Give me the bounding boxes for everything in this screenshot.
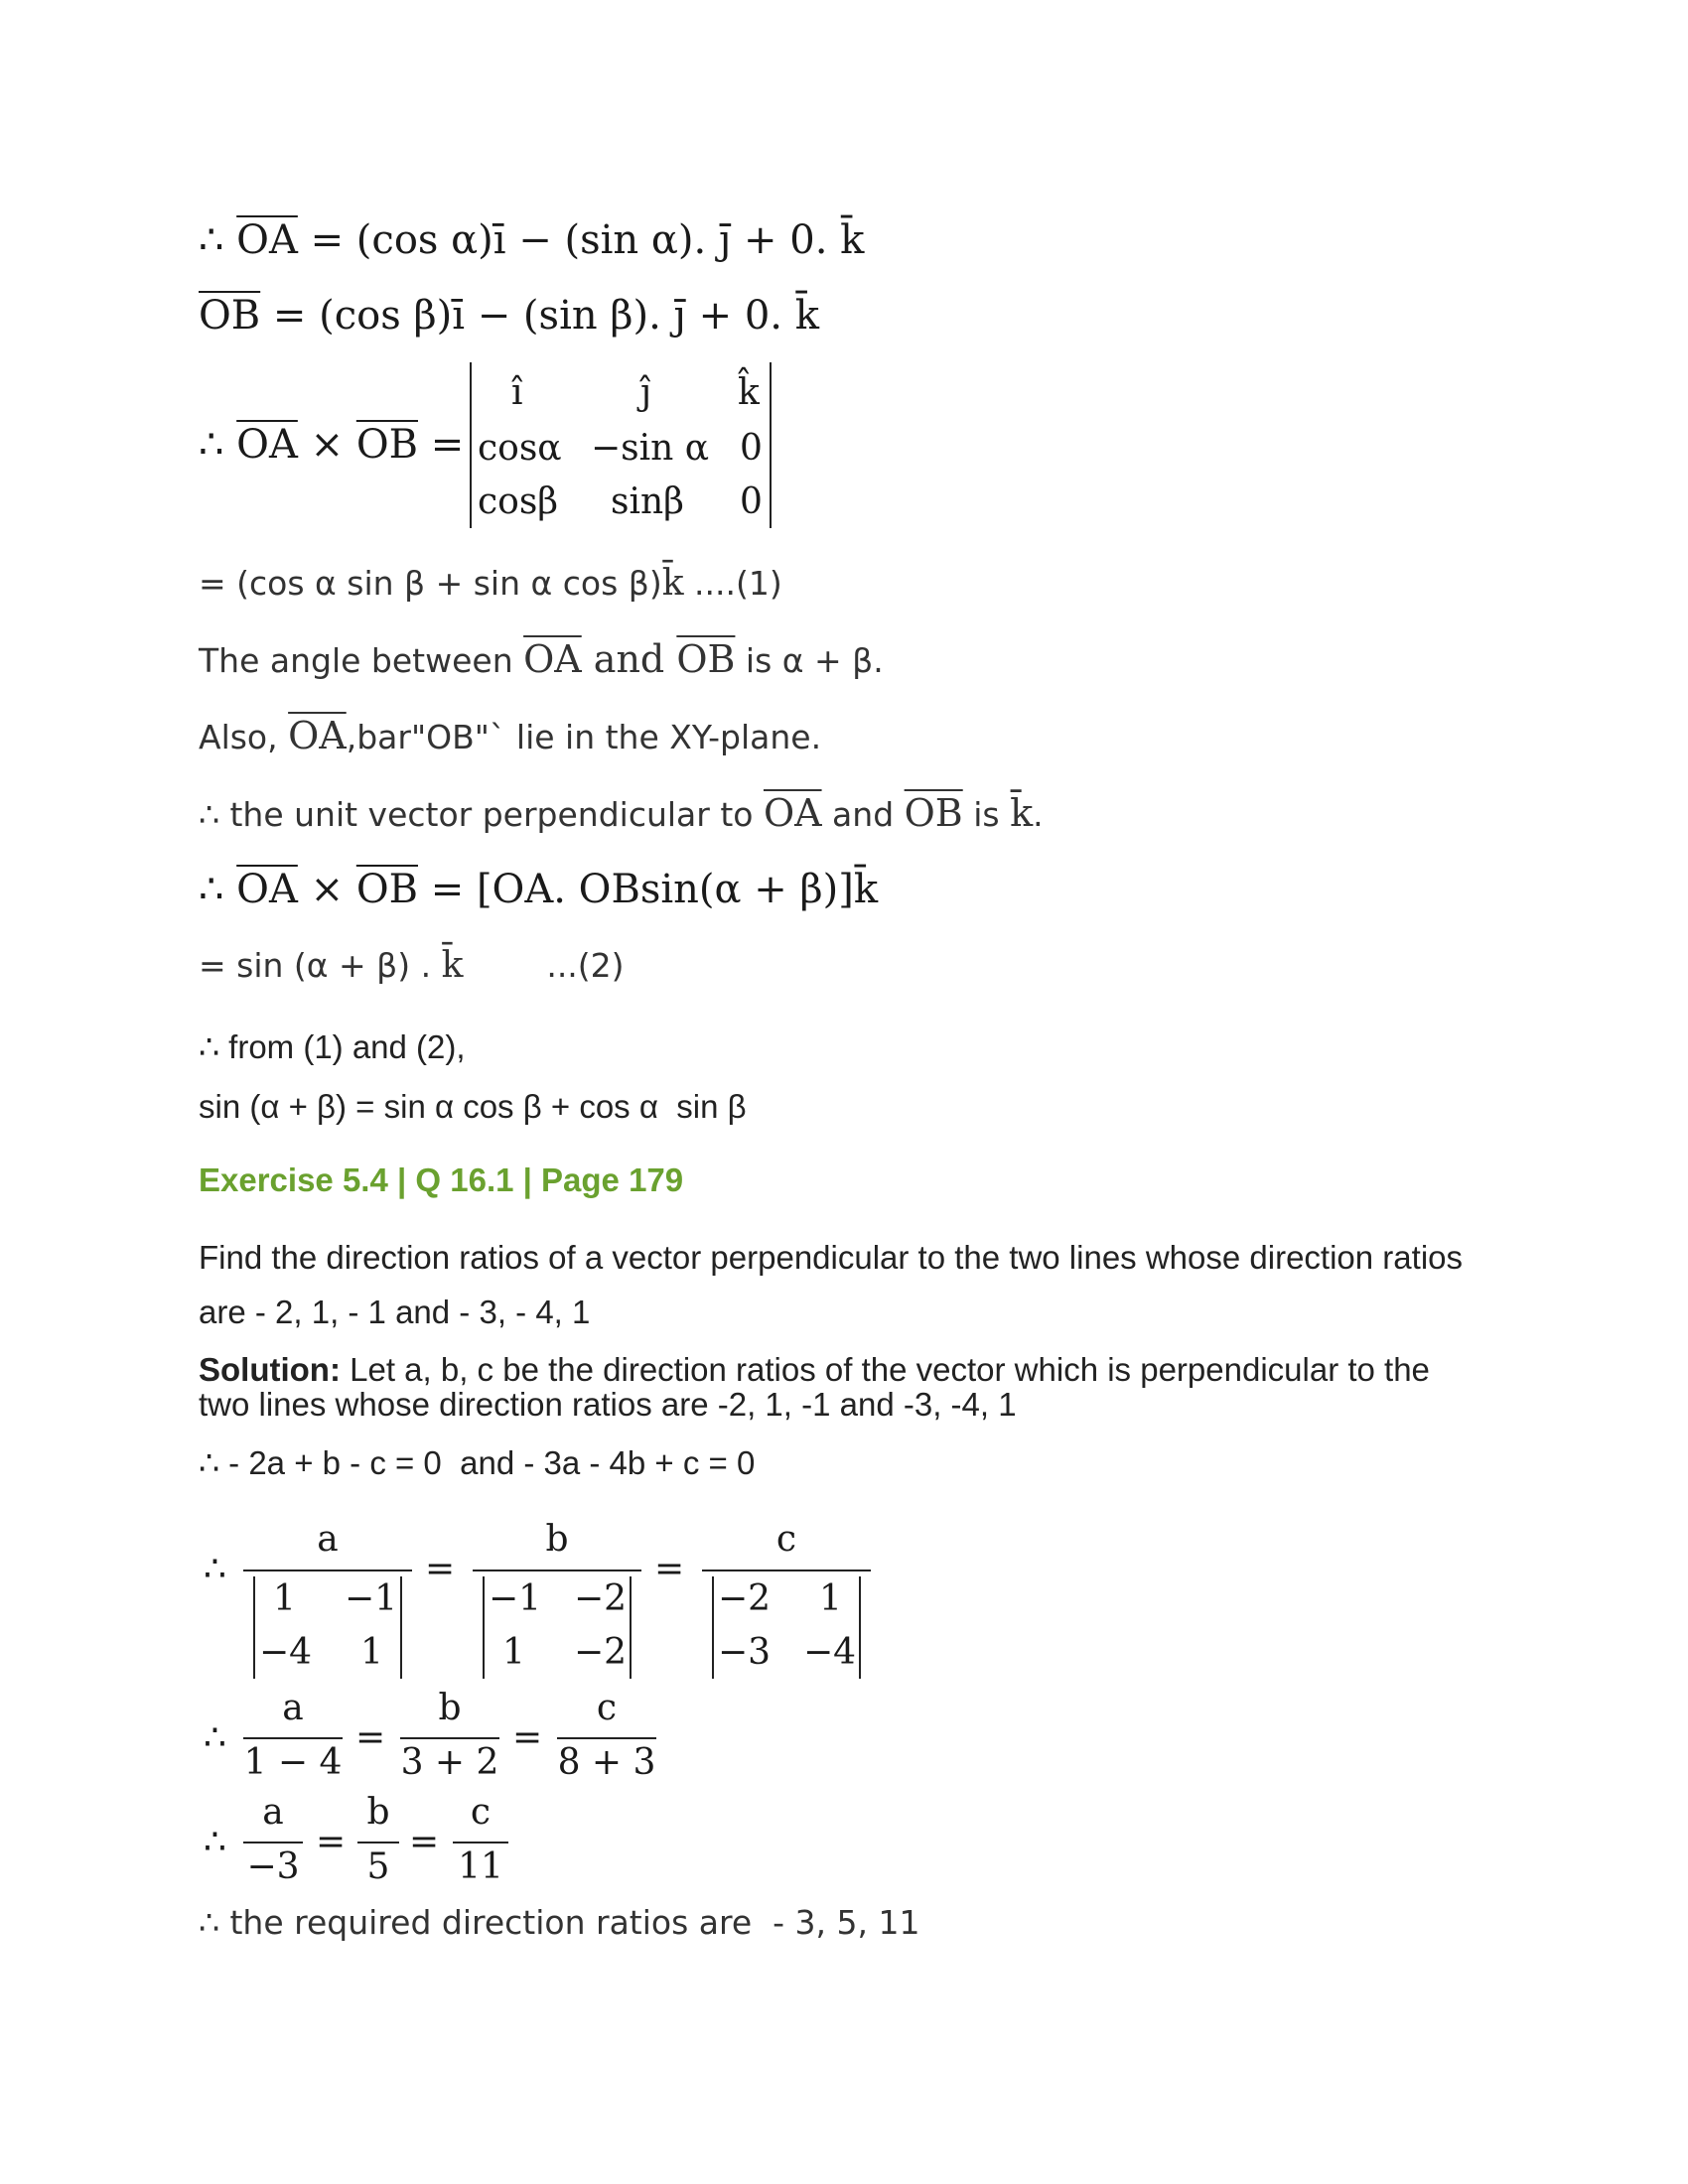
det-cell: cosβ xyxy=(478,481,559,522)
det-cell: 0 xyxy=(740,481,763,522)
eq-number: ....(1) xyxy=(683,564,782,603)
from-statement: ∴ from (1) and (2), xyxy=(199,1028,466,1065)
text: and xyxy=(581,637,677,681)
determinant-2x2 xyxy=(712,1576,861,1679)
det-cell: −sin α xyxy=(591,428,710,469)
det-cell: −2 xyxy=(718,1578,772,1619)
vector-oa: $\overline{OA}$ xyxy=(523,637,582,681)
det-cell: 0 xyxy=(740,428,763,469)
det-cell: −1 xyxy=(345,1578,398,1619)
equals-symbol: = xyxy=(512,1717,543,1758)
exercise-heading: Exercise 5.4 | Q 16.1 | Page 179 xyxy=(199,1161,684,1198)
expansion-result xyxy=(199,563,782,604)
solution-line-1 xyxy=(199,1353,1430,1386)
determinant-2x2 xyxy=(483,1576,632,1679)
denominator: 8 + 3 xyxy=(557,1742,656,1783)
conclusion: ∴ the required direction ratios are - 3, 5, 11 xyxy=(199,1903,920,1942)
denominator: 3 + 2 xyxy=(400,1742,499,1783)
question-line-1: Find the direction ratios of a vector perpendicular to the two lines whose direction ratios xyxy=(199,1239,1463,1276)
text: The angle between xyxy=(199,641,524,680)
equals-symbol: = xyxy=(654,1549,685,1589)
numerator-b: b xyxy=(366,1792,390,1833)
det-cell: 1 xyxy=(819,1578,842,1619)
equals-symbol: = xyxy=(425,1549,456,1589)
vector-ob: $\overline{OB}$ xyxy=(199,293,261,339)
numerator-a: a xyxy=(262,1792,284,1833)
numerator-b: b xyxy=(545,1519,569,1560)
numerator-c: c xyxy=(775,1519,797,1560)
det-cell: −3 xyxy=(718,1632,772,1673)
times-symbol: × xyxy=(297,422,356,468)
numerator-a: a xyxy=(317,1519,339,1560)
unit-k: k̄ xyxy=(1010,791,1034,835)
vector-ob: $\overline{OB}$ xyxy=(355,422,418,468)
fraction-bar xyxy=(702,1570,871,1571)
fraction-bar xyxy=(243,1570,412,1571)
text: . xyxy=(1033,795,1044,834)
equals-symbol: = xyxy=(409,1822,440,1862)
unit-k: k̄ xyxy=(441,945,464,986)
fraction-bar xyxy=(243,1842,303,1843)
eq-rhs: = [OA. OBsin(α + β)]k̄ xyxy=(418,867,879,912)
fraction-bar xyxy=(557,1737,656,1739)
det-cell: cosα xyxy=(478,428,562,469)
determinant-2x2 xyxy=(253,1576,402,1679)
therefore-symbol: ∴ xyxy=(204,1717,226,1758)
solution-text: Let a, b, c be the direction ratios of the vector which is perpendicular to the xyxy=(340,1351,1430,1388)
eq-oa-components xyxy=(199,217,865,263)
det-cell: −4 xyxy=(803,1632,857,1673)
fraction-bar xyxy=(473,1570,641,1571)
numerator-c: c xyxy=(596,1688,618,1728)
fraction-bar xyxy=(453,1842,508,1843)
text: Also, xyxy=(199,718,289,756)
question-line-2: are - 2, 1, - 1 and - 3, - 4, 1 xyxy=(199,1294,591,1330)
eq-rhs: = (cos β)ī − (sin β). j̄ + 0. k̄ xyxy=(260,293,819,339)
denominator: 11 xyxy=(458,1846,503,1887)
det-cell: 1 xyxy=(502,1632,525,1673)
denominator: −3 xyxy=(246,1846,300,1887)
denominator: 1 − 4 xyxy=(243,1742,343,1783)
unit-vector-statement xyxy=(199,791,1044,835)
det-cell: ĵ xyxy=(640,372,652,413)
therefore-symbol: ∴ xyxy=(204,1822,226,1862)
det-cell: î xyxy=(511,372,523,413)
text: ,bar"OB"` lie in the XY-plane. xyxy=(346,718,822,756)
fraction-bar xyxy=(400,1737,499,1739)
sin-identity: sin (α + β) = sin α cos β + cos α sin β xyxy=(199,1088,747,1125)
therefore-symbol: ∴ xyxy=(199,422,224,468)
fraction-bar xyxy=(243,1737,343,1739)
solution-label: Solution: xyxy=(199,1351,341,1388)
vector-oa: $\overline{OA}$ xyxy=(763,791,822,835)
linear-equations: ∴ - 2a + b - c = 0 and - 3a - 4b + c = 0 xyxy=(199,1444,756,1481)
equals-symbol: = xyxy=(418,422,465,468)
angle-statement xyxy=(199,637,884,681)
eq-ob-components xyxy=(199,293,819,339)
fraction-bar xyxy=(357,1842,399,1843)
text: is α + β. xyxy=(735,641,884,680)
denominator: 5 xyxy=(366,1846,390,1887)
det-cell: −4 xyxy=(259,1632,313,1673)
cross-product-lhs xyxy=(199,422,465,468)
times-symbol: × xyxy=(297,867,356,912)
plane-statement xyxy=(199,714,822,757)
text: = sin (α + β) . xyxy=(199,946,442,985)
det-cell: −1 xyxy=(489,1578,542,1619)
numerator-a: a xyxy=(282,1688,304,1728)
det-cell: −2 xyxy=(574,1578,628,1619)
therefore-symbol: ∴ xyxy=(204,1549,226,1589)
det-cell: k̂ xyxy=(738,372,760,413)
text: is xyxy=(962,795,1011,834)
vector-oa: $\overline{OA}$ xyxy=(288,714,347,757)
therefore-symbol: ∴ xyxy=(199,217,224,263)
therefore-symbol: ∴ xyxy=(199,867,237,912)
det-cell: 1 xyxy=(273,1578,296,1619)
determinant-3x3 xyxy=(470,362,772,528)
solution-line-2: two lines whose direction ratios are -2, 1, -1 and -3, -4, 1 xyxy=(199,1386,1017,1423)
text: and xyxy=(821,795,905,834)
det-cell: −2 xyxy=(574,1632,628,1673)
vector-ob: $\overline{OB}$ xyxy=(904,791,963,835)
equals-symbol: = xyxy=(316,1822,347,1862)
vector-oa: $\overline{OA}$ xyxy=(236,867,298,912)
vector-oa: $\overline{OA}$ xyxy=(236,422,298,468)
numerator-b: b xyxy=(438,1688,462,1728)
equals-symbol: = xyxy=(355,1717,386,1758)
vector-ob: $\overline{OB}$ xyxy=(355,867,418,912)
unit-k: k̄ xyxy=(661,563,684,604)
eq-number: ...(2) xyxy=(463,946,625,985)
eq-rhs: = (cos α)ī − (sin α). j̄ + 0. k̄ xyxy=(297,217,865,263)
cross-product-magnitude xyxy=(199,867,879,912)
numerator-c: c xyxy=(470,1792,492,1833)
text: ∴ the unit vector perpendicular to xyxy=(199,795,764,834)
sin-sum-result xyxy=(199,945,625,986)
det-cell: sinβ xyxy=(611,481,684,522)
det-cell: 1 xyxy=(360,1632,383,1673)
vector-ob: $\overline{OB}$ xyxy=(676,637,736,681)
expansion-text: = (cos α sin β + sin α cos β) xyxy=(199,564,662,603)
vector-oa: $\overline{OA}$ xyxy=(236,217,298,263)
